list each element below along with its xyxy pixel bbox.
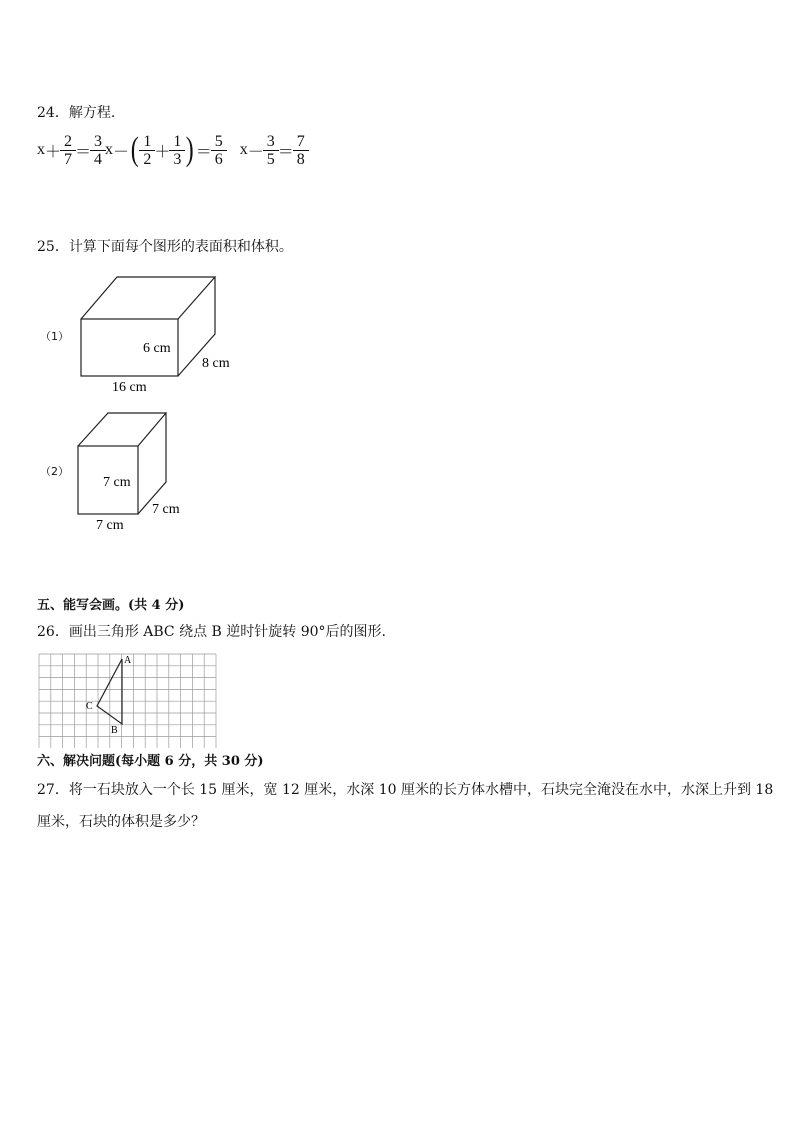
fig1-height-label: 6 cm: [143, 341, 171, 356]
cube-top-face: [78, 413, 166, 446]
fig1-length-label: 16 cm: [112, 380, 147, 395]
section5-title: 五、能写会画。(共 4 分): [37, 598, 185, 613]
frac-denominator: 7: [64, 150, 73, 168]
frac-numerator: 3: [266, 132, 275, 150]
fig1-label: （1）: [40, 330, 69, 343]
point-c-label: C: [86, 701, 93, 712]
point-a-label: A: [124, 655, 132, 666]
right-paren-icon: ): [186, 131, 195, 168]
fig2-height-label: 7 cm: [103, 475, 131, 490]
fig1-depth-label: 8 cm: [202, 356, 230, 371]
eq1-x: x: [37, 141, 45, 158]
eq1-frac-1-2: [141, 133, 153, 168]
frac-numerator: 1: [143, 132, 152, 150]
eq1-frac-2-7: [62, 133, 74, 168]
q24-equations: [37, 130, 308, 170]
eq1-equals2: ＝: [195, 143, 212, 161]
frac-denominator: 6: [214, 150, 223, 168]
frac-numerator: 3: [94, 132, 103, 150]
frac-denominator: 3: [173, 150, 182, 168]
fig2-length-label: 7 cm: [96, 518, 124, 533]
eq1-x2: x: [105, 141, 114, 158]
cuboid-top-face: [81, 277, 215, 319]
frac-denominator: 4: [94, 150, 103, 168]
eq1-plus: ＋: [45, 143, 62, 161]
eq2-frac-3-5: [265, 133, 277, 168]
q26-title: 26．画出三角形 ABC 绕点 B 逆时针旋转 90°后的图形.: [37, 624, 386, 640]
fig2-label: （2）: [40, 465, 69, 478]
eq2-equals: ＝: [277, 143, 294, 161]
rotation-grid: [38, 653, 218, 748]
q27-line1: 27．将一石块放入一个长 15 厘米，宽 12 厘米，水深 10 厘米的长方体水槽中，石块完全淹没在水中，水深上升到 18: [37, 782, 774, 798]
point-b-label: B: [111, 725, 118, 736]
eq2-frac-7-8: [295, 133, 307, 168]
eq1-plus2: ＋: [154, 143, 171, 161]
frac-denominator: 8: [296, 150, 305, 168]
frac-denominator: 5: [266, 150, 275, 168]
eq1-frac-5-6: [213, 133, 225, 168]
frac-numerator: 5: [214, 132, 223, 150]
eq1-frac-3-4: [92, 133, 104, 168]
q25-title: 25．计算下面每个图形的表面积和体积。: [37, 239, 293, 255]
frac-numerator: 7: [296, 132, 305, 150]
cuboid-figure: [70, 270, 250, 395]
cube-side-face: [138, 413, 166, 514]
eq1-frac-1-3: [171, 133, 183, 168]
frac-numerator: 2: [64, 132, 73, 150]
frac-denominator: 2: [143, 150, 152, 168]
q24-title: 24．解方程.: [37, 105, 116, 121]
left-paren-icon: (: [130, 131, 139, 168]
frac-numerator: 1: [173, 132, 182, 150]
cube-figure: [70, 405, 200, 535]
section6-title: 六、解决问题(每小题 6 分，共 30 分): [37, 754, 264, 769]
fig2-depth-label: 7 cm: [152, 502, 180, 517]
eq2-minus: －: [247, 143, 264, 161]
eq1-equals: ＝: [75, 143, 92, 161]
eq1-minus: －: [113, 143, 130, 161]
eq2-x: x: [239, 141, 248, 158]
q27-line2: 厘米，石块的体积是多少？: [37, 814, 205, 830]
